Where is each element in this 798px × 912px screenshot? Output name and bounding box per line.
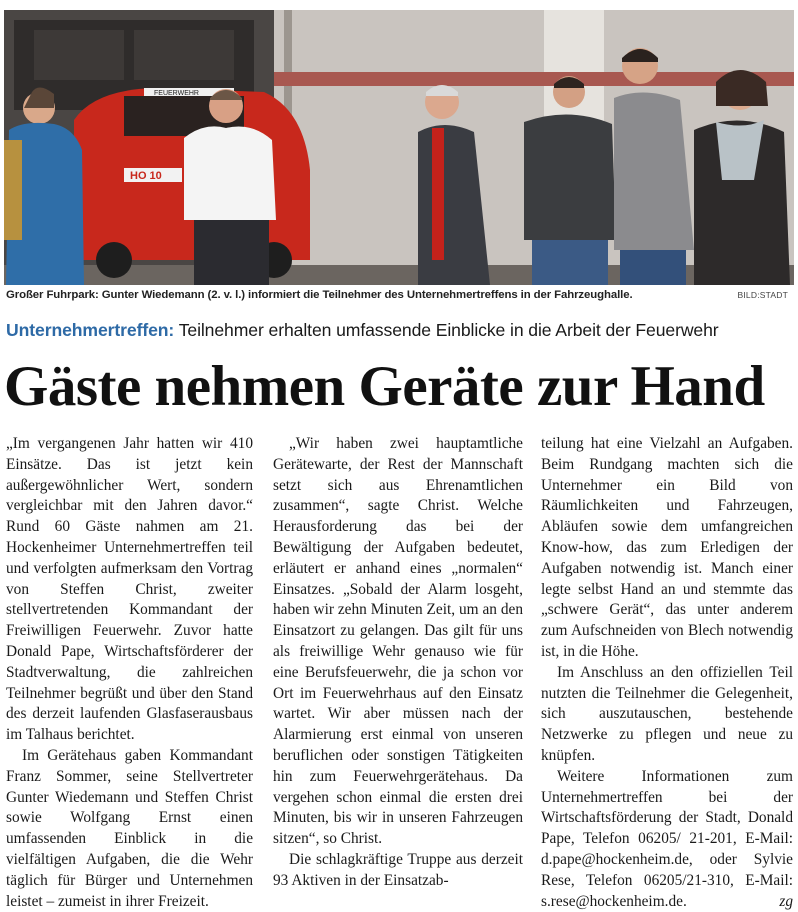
paragraph: „Wir haben zwei hauptamtliche Gerätewarte, der Rest der Mannschaft setzt sich aus Ehrenamtlichen zusammen“, sagte Christ. Welche Herausforderung das bei der Bewältigung der Aufgaben bedeutet, erläutert er anhand eines „normalen“ Einsatzes. „Sobald der Alarm losgeht, haben wir zehn Minuten Zeit, um an den Einsatzort zu gelangen. Das gilt für uns als freiwillige Wehr genauso wie für eine Berufsfeuerwehr, die ja schon vor Ort im Feuerwehrhaus auf den Einsatz wartet. Wir aber müssen nach der Alarmierung erst einmal von unseren beruflichen oder sonstigen Tätigkeiten hin zum Feuerwehrgerätehaus. Da vergehen schon einmal die ersten drei Minuten, bis wir in unseren Fahrzeugen sitzen“, so Christ. [273,435,523,848]
paragraph: Im Anschluss an den offiziellen Teil nutzten die Teilnehmer die Gelegenheit, sich auszutauschen, bestehende Netzwerke zu pflegen und neue zu knüpfen. [541,663,793,764]
photo-caption [6,289,792,301]
article-photo [4,10,794,285]
rubric-kicker: Unternehmertreffen: [6,320,175,340]
caption-text: Großer Fuhrpark: Gunter Wiedemann (2. v. l.) informiert die Teilnehmer des Unternehmertreffens in der Fahrzeughalle. [6,289,633,301]
article-column-3 [541,434,793,912]
rubric-text: Teilnehmer erhalten umfassende Einblicke in die Arbeit der Feuerwehr [178,320,719,340]
headline: Gäste nehmen Geräte zur Hand [4,355,765,418]
paragraph: teilung hat eine Vielzahl an Aufgaben. Beim Rundgang machten sich die Unternehmer ein Bild von Räumlichkeiten und Fahrzeugen, Abläufen sowie dem umfangreichen Know-how, das zum Erledigen der Aufgaben notwendig ist. Manch einer legte selbst Hand an und stemmte das „schwere Gerät“, das unter anderem zum Aufschneiden von Blech notwendig ist, in die Höhe. [541,435,793,660]
paragraph: Die schlagkräftige Truppe aus derzeit 93 Aktiven in der Einsatzab- [273,850,523,889]
author-signature: zg [779,892,793,910]
article-column-1 [6,434,253,912]
paragraph: Im Gerätehaus gaben Kommandant Franz Sommer, seine Stellvertreter Gunter Wiedemann und Steffen Christ sowie Wolfgang Ernst einen umfassenden Einblick in die vielfältigen Aufgaben, die die Wehr täglich für Bürger und Unternehmen leistet – zumeist in ihrer Freizeit. [6,746,253,910]
photo-credit: BILD:STADT [737,290,788,300]
article-column-2 [273,434,523,892]
truck-door-text: FEUERWEHR [154,90,199,97]
paragraph: „Im vergangenen Jahr hatten wir 410 Einsätze. Das ist jetzt kein außergewöhnlicher Wert, sondern vergleichbar mit den Jahren davor.“ Rund 60 Gäste nahmen am 21. Hockenheimer Unternehmertreffen teil und verfolgten aufmerksam den Vortrag von Steffen Christ, zweiter stellvertretenden Kommandant der Freiwilligen Feuerwehr. Zuvor hatte Donald Pape, Wirtschaftsförderer der Stadtverwaltung, die zahlreichen Teilnehmer begrüßt und über den Stand des derzeit laufenden Glasfaserausbaus im Talhaus berichtet. [6,435,253,744]
paragraph: Weitere Informationen zum Unternehmertreffen bei der Wirtschaftsförderung der Stadt, Donald Pape, Telefon 06205/ 21-201, E-Mail: d.pape@hockenheim.de, oder Sylvie Rese, Telefon 06205/21-310, E-Mail: s.rese@hockenheim.de. [541,767,793,910]
rubric-line [6,320,719,341]
truck-plate: HO 10 [130,170,162,182]
